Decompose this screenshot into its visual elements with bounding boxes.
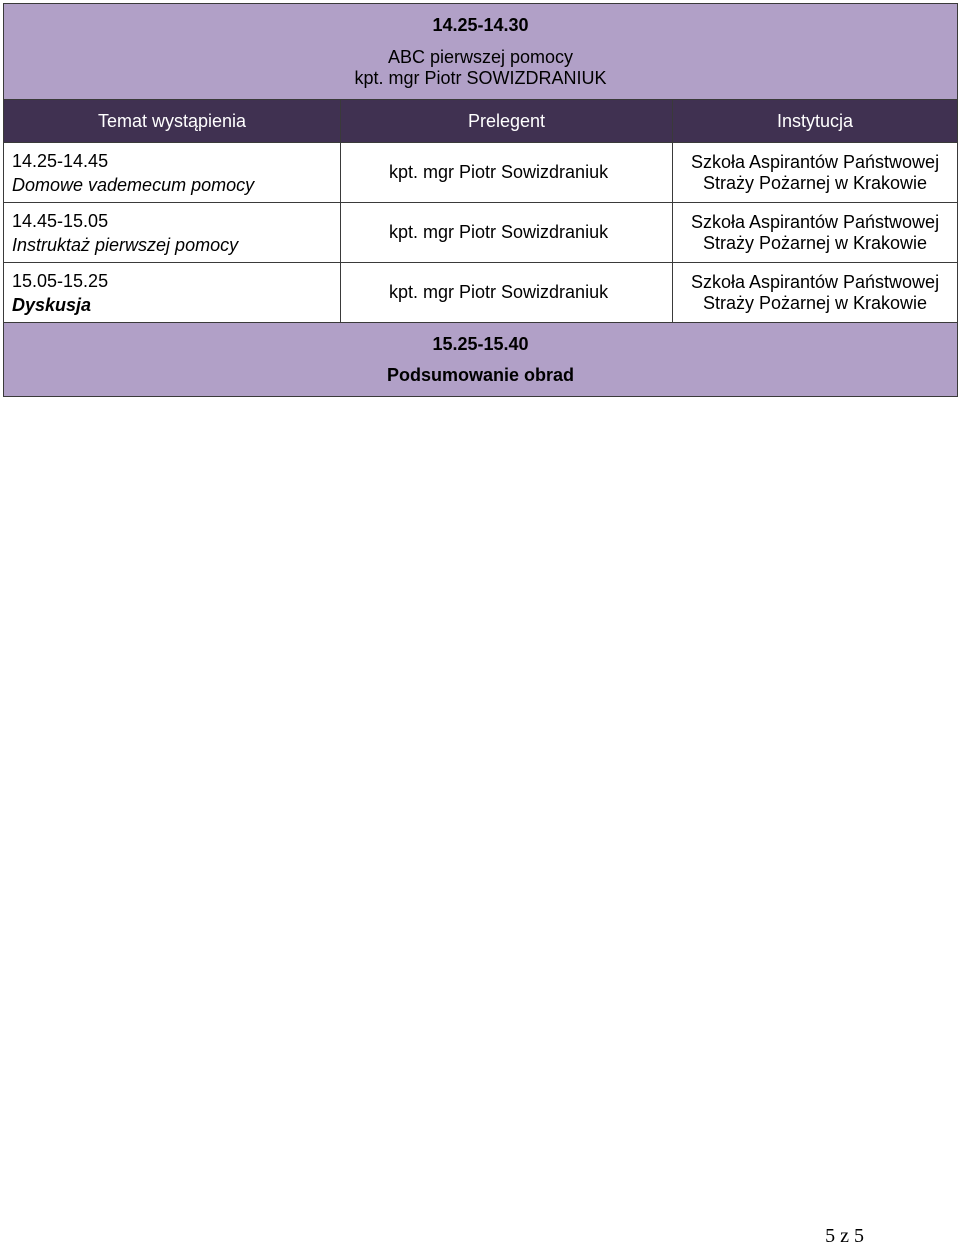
- table-row: [4, 203, 958, 263]
- speaker-cell: kpt. mgr Piotr Sowizdraniuk: [341, 263, 673, 323]
- institution-cell: [673, 263, 958, 323]
- institution-cell: [673, 203, 958, 263]
- session-time: 14.25-14.30: [432, 14, 529, 35]
- row-time: 14.25-14.45: [12, 150, 109, 171]
- table-header: [4, 100, 958, 143]
- topic-cell: [4, 263, 341, 323]
- column-header-institution: Instytucja: [673, 100, 958, 143]
- column-header-speaker: Prelegent: [341, 100, 673, 143]
- speaker-cell: kpt. mgr Piotr Sowizdraniuk: [341, 203, 673, 263]
- row-time: 15.05-15.25: [12, 270, 109, 291]
- institution-line: Straży Pożarnej w Krakowie: [702, 292, 928, 313]
- institution-line: Szkoła Aspirantów Państwowej: [690, 271, 940, 292]
- row-topic: Instruktaż pierwszej pomocy: [12, 234, 239, 255]
- closing-label: Podsumowanie obrad: [386, 364, 575, 385]
- topic-cell: [4, 143, 341, 203]
- row-topic: Dyskusja: [12, 294, 92, 315]
- closing-banner: [4, 323, 958, 397]
- institution-line: Szkoła Aspirantów Państwowej: [690, 211, 940, 232]
- table-row: [4, 143, 958, 203]
- speaker-cell: kpt. mgr Piotr Sowizdraniuk: [341, 143, 673, 203]
- row-time: 14.45-15.05: [12, 210, 109, 231]
- row-topic: Domowe vademecum pomocy: [12, 174, 255, 195]
- column-header-topic: Temat wystąpienia: [4, 100, 341, 143]
- table-row: [4, 263, 958, 323]
- schedule-table: [3, 3, 958, 397]
- page-number: 5 z 5: [825, 1225, 864, 1247]
- session-title: ABC pierwszej pomocy: [387, 46, 574, 67]
- institution-line: Straży Pożarnej w Krakowie: [702, 232, 928, 253]
- topic-cell: [4, 203, 341, 263]
- institution-line: Straży Pożarnej w Krakowie: [702, 172, 928, 193]
- closing-time: 15.25-15.40: [432, 333, 529, 354]
- institution-cell: [673, 143, 958, 203]
- session-speaker: kpt. mgr Piotr SOWIZDRANIUK: [354, 67, 607, 88]
- session-banner: [4, 4, 958, 100]
- institution-line: Szkoła Aspirantów Państwowej: [690, 151, 940, 172]
